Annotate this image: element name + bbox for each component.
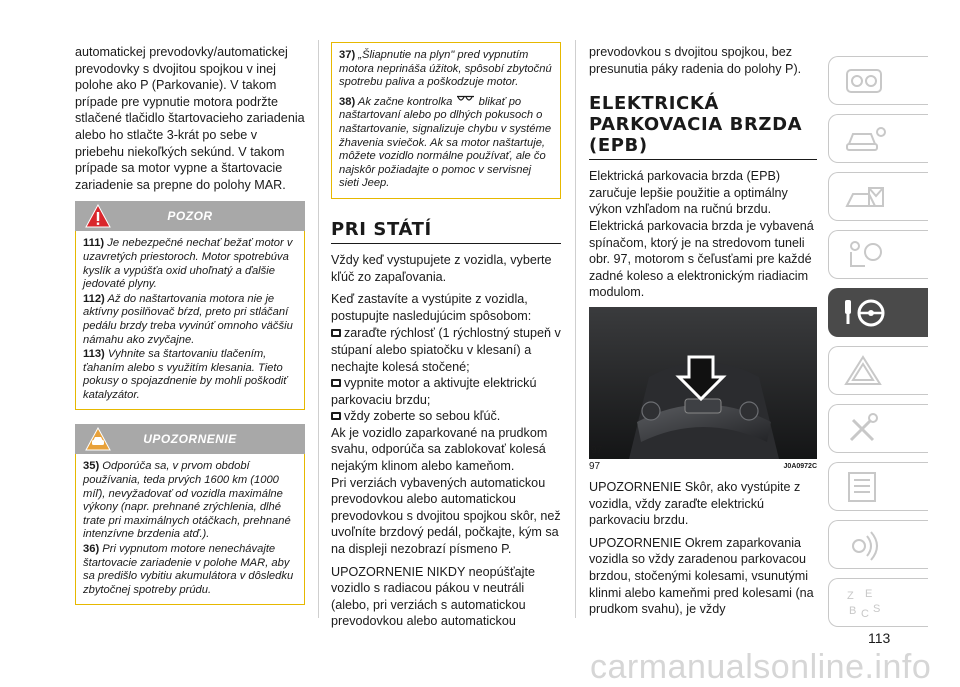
intro-paragraph: automatickej prevodovky/automatickej prevodovky s dvojitou spojkou v inej polohe ako P (Parkovanie). V takom prípade pre vypnutie motora podržte stlačené tlačidlo štartovacieho zariadenia alebo ho stlačte 3-krát po sebe v priebehu niekoľkých sekúnd. V takom prípade sa motor vypne a štartovacie zariadenie sa prepne do polohy MAR.	[75, 45, 305, 192]
paragraph: Elektrická parkovacia brzda (EPB) zaručuje lepšie použitie a optimálny výkon vzhľadom na ručnú brzdu. Elektrická parkovacia brzda je vybavená spínačom, ktorý je na stredovom tuneli obr. 97, motorom s čeľusťami pre každé zadné koleso a elektronickým riadiacim modulom.	[589, 169, 814, 300]
bullet-item: zaraďte rýchlosť (1 rýchlostný stupeň v stúpaní alebo spiatočku v klesaní) a nechajte kolesá stočené;	[331, 326, 561, 374]
watermark: carmanualsonline.info	[590, 648, 932, 686]
tab-safety[interactable]	[828, 230, 928, 279]
pozor-item: 112) Až do naštartovania motora nie je aktívny posilňovač bŕzd, preto pri stláčaní pedálu brzdy treba vyvinúť omnoho väčšiu námahu ako zvyčajne.	[83, 292, 293, 346]
figure-code: J0A0972C	[783, 462, 817, 470]
pozor-body	[75, 231, 305, 410]
note-item: 37) „Šliapnutie na plyn" pred vypnutím motora neprináša úžitok, spôsobí zbytočnú spotrebu paliva a poškodzuje motor.	[339, 49, 552, 89]
car-warning-icon	[85, 427, 111, 456]
column-divider	[318, 40, 319, 618]
pozor-item: 113) Vyhnite sa štartovaniu tlačením, ťahaním alebo s využitím klesania. Tieto pokusy o spojazdnenie by mohli poškodiť katalyzátor.	[83, 348, 288, 401]
upozornenie-body	[75, 454, 305, 605]
paragraph: UPOZORNENIE NIKDY neopúšťajte vozidlo s radiacou pákou v neutráli (alebo, pri verziách s automatickou prevodovkou alebo automatickou	[331, 564, 535, 629]
svg-text:S: S	[873, 603, 881, 615]
car-key-icon	[843, 122, 887, 156]
figure-caption-row	[589, 461, 817, 473]
paragraph: UPOZORNENIE Skôr, ako vystúpite z vozidla, vždy zaraďte elektrickú parkovaciu brzdu.	[589, 479, 801, 528]
upozornenie-header	[75, 424, 305, 454]
spec-list-icon	[843, 470, 887, 504]
paragraph: UPOZORNENIE Okrem zaparkovania vozidla so vždy zaradenou parkovacou brzdou, stočenými kolesami, vsunutými klinmi alebo kameňmi pred kolesami (na prudkom svahu), je vždy	[589, 535, 814, 617]
checkbox-bullet-icon	[331, 329, 341, 337]
tab-emergency[interactable]	[828, 346, 928, 395]
column-3	[589, 44, 817, 624]
pozor-item: 111) Je nebezpečné nechať bežať motor v uzavretých priestoroch. Motor spotrebúva kyslík a vypúšťa oxid uhoľnatý a ďalšie jedovaté plyny.	[83, 237, 293, 291]
notes-box	[331, 42, 561, 199]
pozor-title: POZOR	[167, 209, 213, 224]
upozornenie-title: UPOZORNENIE	[143, 432, 237, 447]
tab-starting-driving[interactable]	[828, 288, 928, 337]
figure-97	[589, 307, 817, 459]
paragraph: Ak je vozidlo zaparkované na prudkom svahu, odporúča sa zablokovať kolesá nejakým klinom alebo kameňom.	[331, 425, 548, 474]
checkbox-bullet-icon	[331, 379, 341, 387]
warning-car-icon	[843, 180, 887, 214]
page-number: 113	[868, 630, 891, 646]
section-rule	[331, 243, 561, 244]
bullet-item: vypnite motor a aktivujte elektrickú parkovaciu brzdu;	[331, 376, 537, 407]
tab-multimedia[interactable]	[828, 520, 928, 569]
figure-label: 97	[589, 460, 601, 472]
airbag-seat-icon	[843, 238, 887, 272]
note-item: 38) Ak začne kontrolka blikať po naštartovaní alebo po dlhých pokusoch o naštartovanie, signalizuje chybu v systéme žhavenia sviečok. Ak sa motor naštartuje, môžete vozidlo normálne používať, ale čo najskôr požiadajte o pomoc v servisnej sieti Jeep.	[339, 95, 552, 190]
index-letters-icon	[843, 586, 887, 620]
paragraph: Keď zastavíte a vystúpite z vozidla, postupujte nasledujúcim spôsobom:	[331, 292, 532, 323]
paragraph: Vždy keď vystupujete z vozidla, vyberte kľúč zo zapaľovania.	[331, 252, 552, 284]
column-1	[75, 44, 305, 605]
svg-text:C: C	[861, 608, 869, 620]
bullet-item: vždy zoberte so sebou kľúč.	[331, 408, 561, 425]
tab-maintenance[interactable]	[828, 404, 928, 453]
column-divider	[575, 40, 576, 618]
glow-plug-icon	[456, 96, 476, 108]
multimedia-icon	[843, 528, 887, 562]
upozornenie-item: 35) Odporúča sa, v prvom období používania, teda prvých 1600 km (1000 míľ), nevyžadovať od vozidla maximálne výkony (napr. prehnané zrýchlenia, dlhé trate pri maximálnych otáčkach, prehnané intenzívne brzdenia atď.).	[83, 460, 291, 541]
section-title-pri-stati: PRI STÁTÍ	[331, 218, 432, 240]
section-rule	[589, 159, 817, 160]
figure-number: 97	[591, 445, 603, 457]
warning-triangle-icon	[843, 354, 887, 388]
section-title-epb: ELEKTRICKÁ PARKOVACIA BRZDA (EPB)	[589, 93, 803, 157]
checkbox-bullet-icon	[331, 412, 341, 420]
steering-key-icon	[843, 296, 887, 330]
column-2	[331, 44, 561, 636]
tab-technical-data[interactable]	[828, 462, 928, 511]
pozor-callout	[75, 201, 305, 410]
tab-index[interactable]	[828, 578, 928, 627]
tab-keys[interactable]	[828, 114, 928, 163]
svg-text:E: E	[865, 588, 873, 600]
upozornenie-callout	[75, 424, 305, 605]
tab-dashboard[interactable]	[828, 56, 928, 105]
tab-warnings[interactable]	[828, 172, 928, 221]
svg-text:Z: Z	[847, 590, 854, 602]
upozornenie-item: 36) Pri vypnutom motore nenechávajte štartovacie zariadenie v polohe MAR, aby sa predišlo vybitiu akumulátora v dôsledku zbytočnej spotreby prúdu.	[83, 543, 294, 596]
paragraph: prevodovkou s dvojitou spojkou, bez presunutia páky radenia do polohy P).	[589, 45, 802, 76]
pozor-header	[75, 201, 305, 231]
paragraph: Pri verziách vybavených automatickou prevodovkou alebo automatickou prevodovkou s dvojitou spojkou skôr, než uvoľníte brzdový pedál, počkajte, kým sa na displeji nezobrazí písmeno P.	[331, 475, 561, 557]
car-dashboard-icon	[843, 64, 887, 98]
epb-switch-photo	[589, 307, 817, 459]
danger-triangle-icon	[85, 204, 111, 233]
tools-icon	[843, 412, 887, 446]
svg-text:B: B	[849, 605, 857, 617]
